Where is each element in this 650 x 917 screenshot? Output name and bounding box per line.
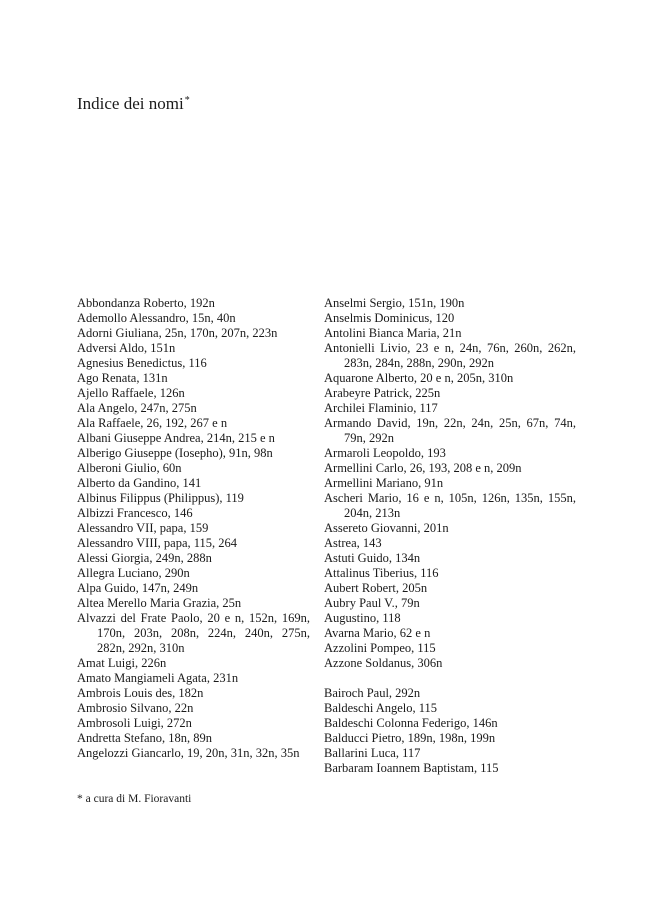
index-entry: Balducci Pietro, 189n, 198n, 199n (324, 731, 496, 745)
index-entry: Alberigo Giuseppe (Iosepho), 91n, 98n (77, 446, 273, 460)
index-entry: Aubry Paul V., 79n (324, 596, 420, 610)
index-entry: Albani Giuseppe Andrea, 214n, 215 e n (77, 431, 275, 445)
index-entry: Albinus Filippus (Philippus), 119 (77, 491, 244, 505)
index-entry: Azzolini Pompeo, 115 (324, 641, 436, 655)
index-entry: Alessandro VII, papa, 159 (77, 521, 209, 535)
index-entry: Ago Renata, 131n (77, 371, 168, 385)
index-entry: Alessi Giorgia, 249n, 288n (77, 551, 212, 565)
index-entry: Angelozzi Giancarlo, 19, 20n, 31n, 32n, 35n (77, 746, 300, 760)
index-entry: Alberto da Gandino, 141 (77, 476, 202, 490)
index-entry: Astuti Guido, 134n (324, 551, 421, 565)
index-entry: Ala Raffaele, 26, 192, 267 e n (77, 416, 228, 430)
index-entry: Alessandro VIII, papa, 115, 264 (77, 536, 238, 550)
index-column-left (77, 296, 310, 761)
index-entry: Armaroli Leopoldo, 193 (324, 446, 446, 460)
index-entry: Ambrosoli Luigi, 272n (77, 716, 192, 730)
index-entry: Ambrois Louis des, 182n (77, 686, 204, 700)
index-entry: Archilei Flaminio, 117 (324, 401, 438, 415)
index-column-right (324, 296, 576, 776)
index-entry: Ala Angelo, 247n, 275n (77, 401, 197, 415)
index-entry: Baldeschi Angelo, 115 (324, 701, 438, 715)
index-entry: Abbondanza Roberto, 192n (77, 296, 215, 310)
title-text: Indice dei nomi (77, 94, 184, 113)
index-entry: Adorni Giuliana, 25n, 170n, 207n, 223n (77, 326, 278, 340)
index-entry: Amat Luigi, 226n (77, 656, 167, 670)
index-entry: Alpa Guido, 147n, 249n (77, 581, 199, 595)
index-entry: Barbaram Ioannem Baptistam, 115 (324, 761, 499, 775)
index-entry: Armellini Carlo, 26, 193, 208 e n, 209n (324, 461, 522, 475)
index-entry: Agnesius Benedictus, 116 (77, 356, 207, 370)
index-entry: Armando David, 19n, 22n, 24n, 25n, 67n, 74n, 79n, 292n (324, 416, 576, 445)
index-entry: Arabeyre Patrick, 225n (324, 386, 441, 400)
index-entry: Ascheri Mario, 16 e n, 105n, 126n, 135n, 155n, 204n, 213n (324, 491, 576, 520)
index-entry: Ademollo Alessandro, 15n, 40n (77, 311, 236, 325)
index-entry: Antonielli Livio, 23 e n, 24n, 76n, 260n, 262n, 283n, 284n, 288n, 290n, 292n (324, 341, 576, 370)
title-footnote-mark: * (184, 95, 190, 106)
index-entry: Attalinus Tiberius, 116 (324, 566, 439, 580)
index-entry: Amato Mangiameli Agata, 231n (77, 671, 239, 685)
index-entry: Alvazzi del Frate Paolo, 20 e n, 152n, 169n, 170n, 203n, 208n, 224n, 240n, 275n, 282n, 292n, 310n (77, 611, 310, 655)
index-entry: Altea Merello Maria Grazia, 25n (77, 596, 242, 610)
index-entry: Alberoni Giulio, 60n (77, 461, 182, 475)
page-title (77, 90, 190, 115)
index-entry: Adversi Aldo, 151n (77, 341, 176, 355)
index-entry: Avarna Mario, 62 e n (324, 626, 431, 640)
index-entry: Armellini Mariano, 91n (324, 476, 444, 490)
index-entry: Antolini Bianca Maria, 21n (324, 326, 462, 340)
index-entry: Ambrosio Silvano, 22n (77, 701, 194, 715)
index-entry: Augustino, 118 (324, 611, 401, 625)
index-entry: Bairoch Paul, 292n (324, 686, 421, 700)
index-entry: Baldeschi Colonna Federigo, 146n (324, 716, 498, 730)
footnote: * a cura di M. Fioravanti (77, 793, 192, 805)
index-entry: Azzone Soldanus, 306n (324, 656, 443, 670)
index-entry: Ballarini Luca, 117 (324, 746, 421, 760)
index-entry: Albizzi Francesco, 146 (77, 506, 193, 520)
index-entry: Astrea, 143 (324, 536, 382, 550)
index-entry: Anselmis Dominicus, 120 (324, 311, 455, 325)
index-entry: Ajello Raffaele, 126n (77, 386, 185, 400)
index-entry: Andretta Stefano, 18n, 89n (77, 731, 213, 745)
index-entry: Aquarone Alberto, 20 e n, 205n, 310n (324, 371, 514, 385)
index-entry: Aubert Robert, 205n (324, 581, 428, 595)
index-entry: Assereto Giovanni, 201n (324, 521, 449, 535)
index-entry: Anselmi Sergio, 151n, 190n (324, 296, 465, 310)
index-entry: Allegra Luciano, 290n (77, 566, 190, 580)
